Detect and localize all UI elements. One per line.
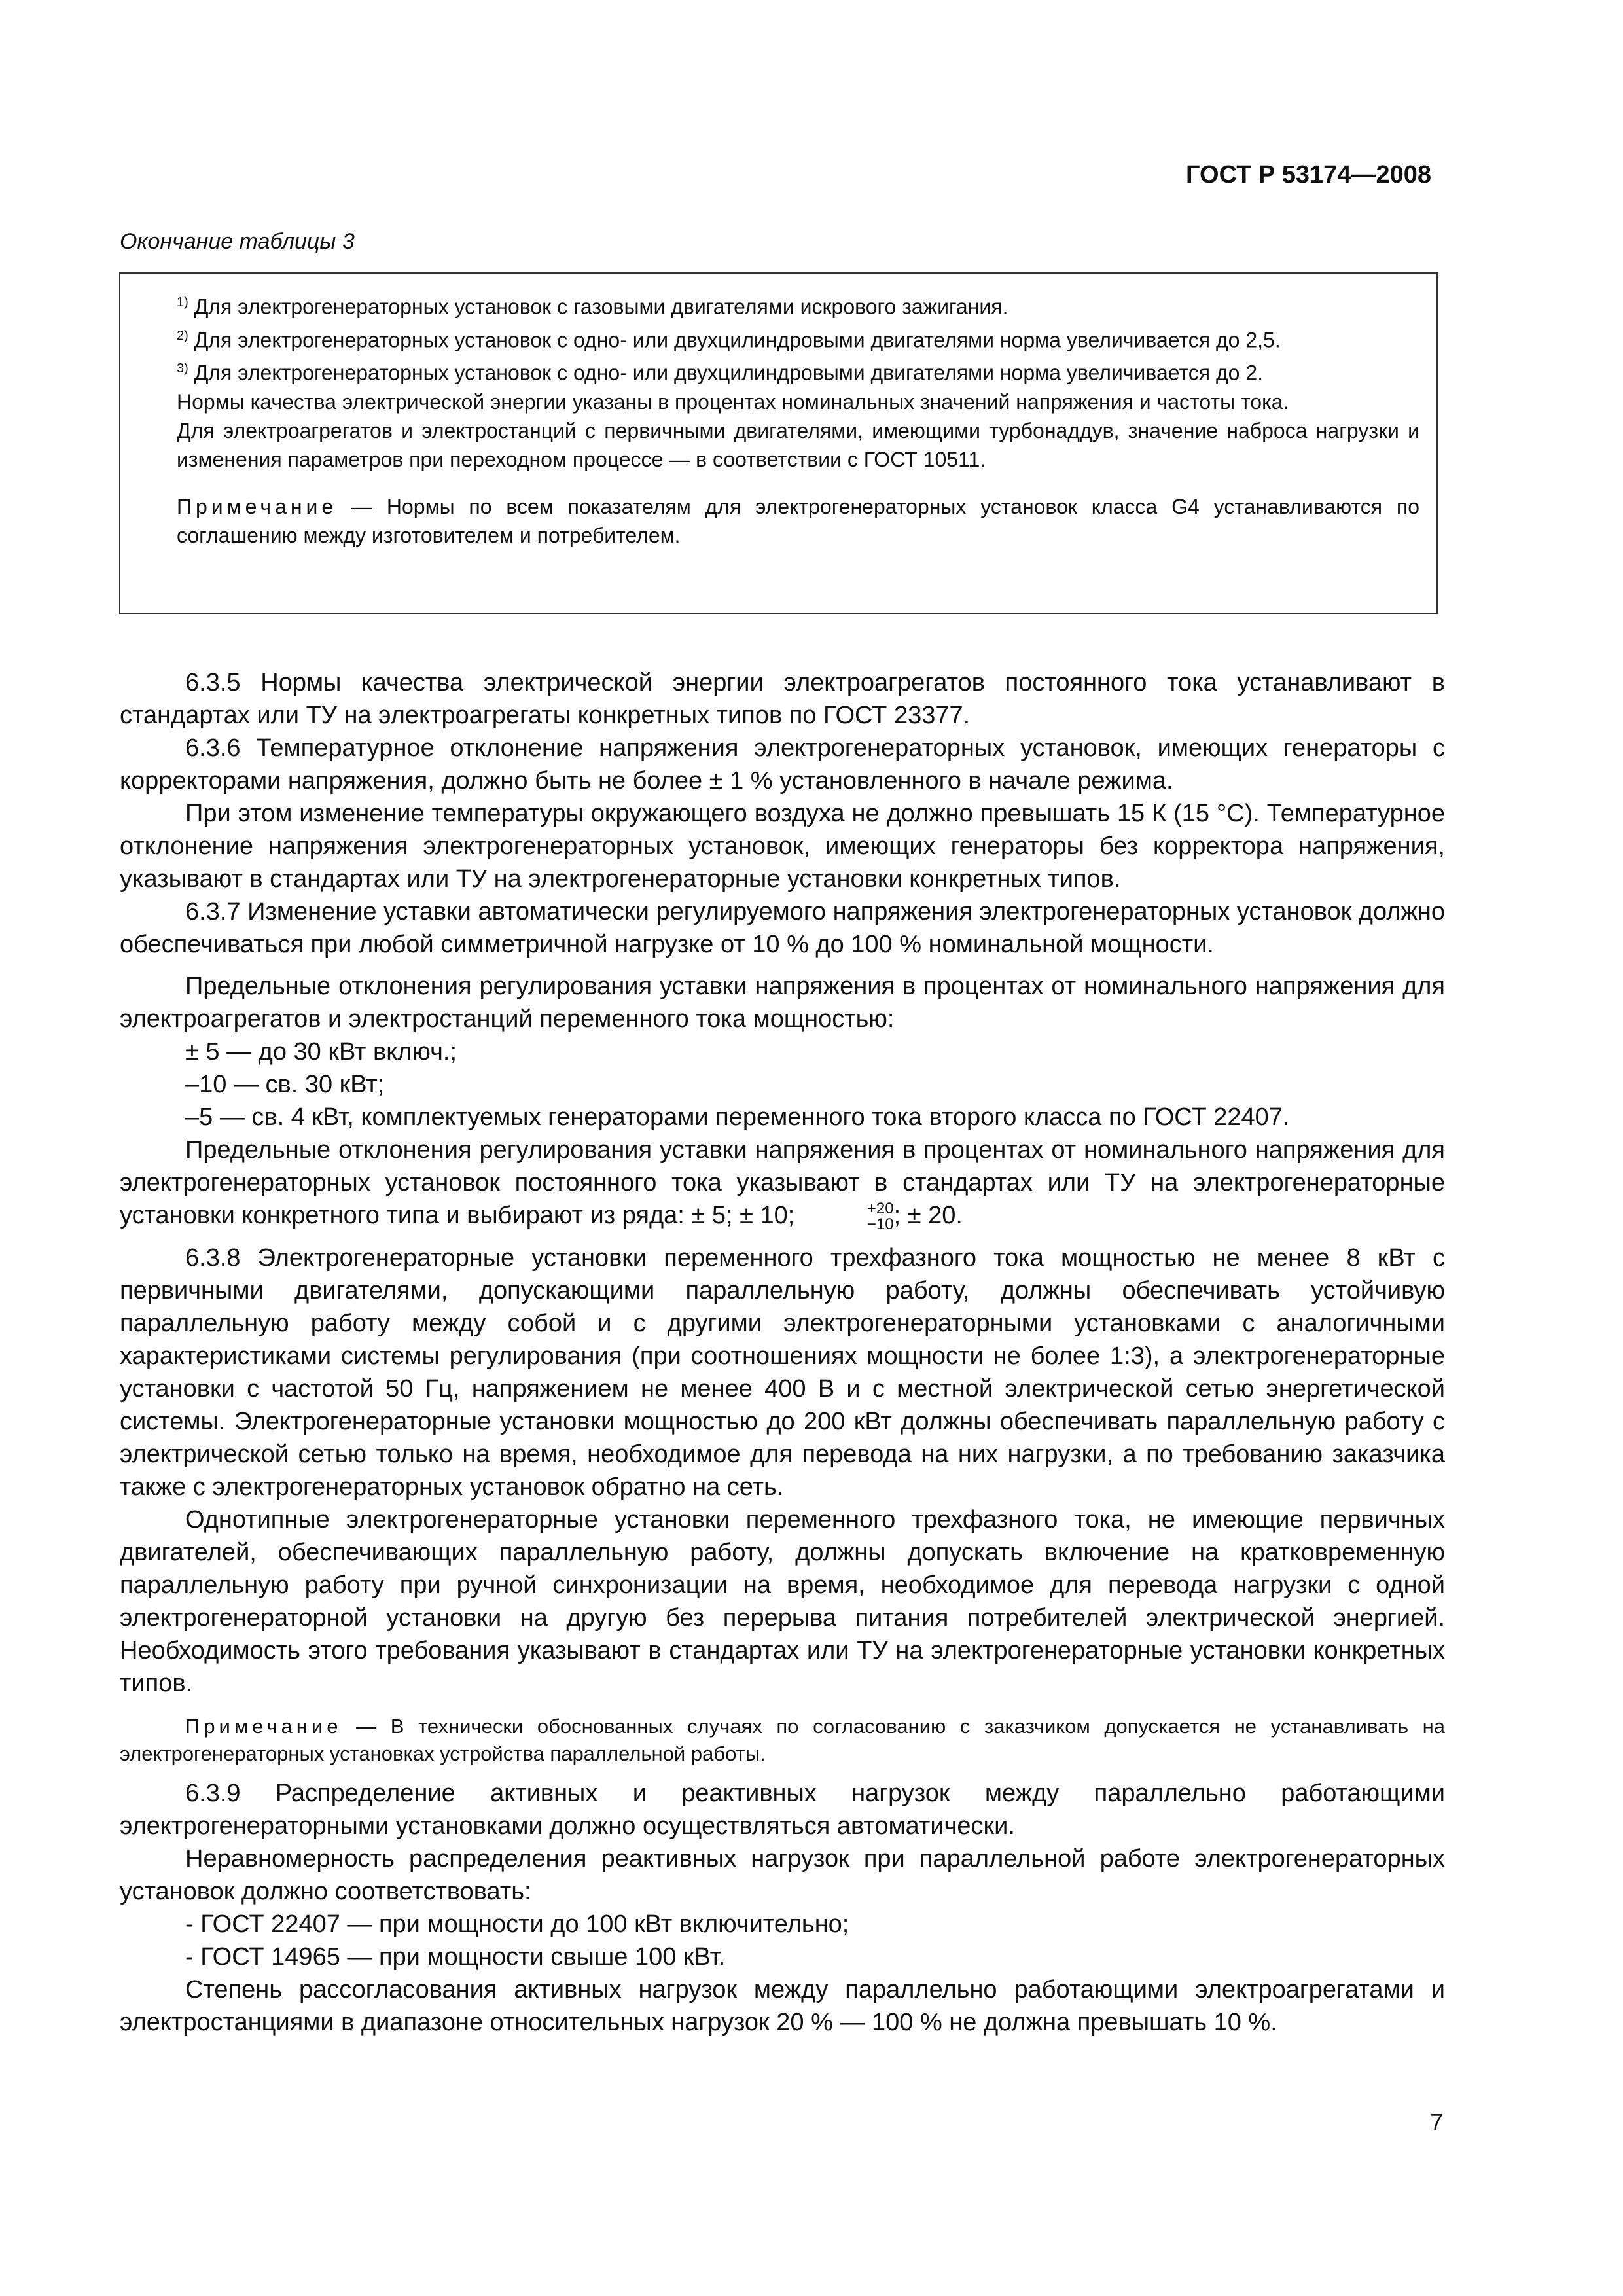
footnote-mark: 3) <box>177 361 188 376</box>
note-label: Примечание <box>177 494 338 518</box>
note-text: — Нормы по всем показателям для электрогенераторных установок класса G4 устанавливаются по соглашению между изготовителем и потребителем. <box>177 494 1419 547</box>
footnote-2 <box>177 321 1419 355</box>
footnote-1 <box>177 288 1419 321</box>
clause-6-3-7-series <box>120 1134 1445 1232</box>
clause-6-3-8: 6.3.8 Электрогенераторные установки переменного трехфазного тока мощностью не менее 8 кВт с первичными двигателями, допускающими параллельную работу, должны обеспечивать устойчивую параллельную работу между собой и с другими электрогенераторными установками с аналогичными характеристиками системы регулирования (при соотношениях мощности не более 1:3), а электрогенераторные установки с частотой 50 Гц, напряжением не менее 400 В и с местной электрической сетью энергетической системы. Электрогенераторные установки мощностью до 200 кВт должны обеспечивать параллельную работу с электрической сетью только на время, необходимое для перевода на них нагрузки, а по требованию заказчика также с электрогенераторных установок обратно на сеть. <box>120 1244 1445 1501</box>
footnote-3 <box>177 354 1419 387</box>
table-note <box>177 492 1419 550</box>
list-item: - ГОСТ 22407 — при мощности до 100 кВт включительно; <box>185 1910 849 1938</box>
series-text: Предельные отклонения регулирования уставки напряжения в процентах от номинального напряжения для электрогенераторных установок постоянного тока указывают в стандартах или ТУ на электрогенераторные установки конкретного типа и выбирают из ряда: ± 5; ± 10; <box>120 1136 1445 1229</box>
clause-6-3-9-final: Степень рассогласования активных нагрузок между параллельно работающими электроагрегатами и электростанциями в диапазоне относительных нагрузок 20 % — 100 % не должна превышать 10 %. <box>120 1975 1445 2036</box>
footnote-text: Для электрогенераторных установок с газовыми двигателями искрового зажигания. <box>194 295 1008 319</box>
footnote-text: Для электрогенераторных установок с одно- или двухцилиндровыми двигателями норма увеличивается до 2. <box>194 361 1264 385</box>
fraction-bottom: −10 <box>866 1215 894 1233</box>
turbo-paragraph: Для электроагрегатов и электростанций с первичными двигателями, имеющими турбонаддув, значение наброса нагрузки и изменения параметров при переходном процессе — в соответствии с ГОСТ 10511. <box>177 418 1419 471</box>
note-text: — В технически обоснованных случаях по согласованию с заказчиком допускается не устанавливать на электрогенераторных установках устройства параллельной работы. <box>120 1714 1445 1765</box>
page-number: 7 <box>1429 2109 1443 2136</box>
clause-6-3-6-paragraph: При этом изменение температуры окружающего воздуха не должно превышать 15 К (15 °С). Температурное отклонение напряжения электрогенераторных установок, имеющих генераторы без корректора напряжения, указывают в стандартах или ТУ на электрогенераторные установки конкретных типов. <box>120 800 1445 893</box>
clause-6-3-9-paragraph: Неравномерность распределения реактивных нагрузок при параллельной работе электрогенераторных установок должно соответствовать: <box>120 1844 1445 1905</box>
list-item: –10 — св. 30 кВт; <box>185 1071 385 1098</box>
list-item: –5 — св. 4 кВт, комплектуемых генераторами переменного тока второго класса по ГОСТ 22407. <box>185 1103 1290 1131</box>
clause-note <box>120 1713 1445 1768</box>
tolerance-fraction <box>802 1201 894 1232</box>
clause-6-3-6: 6.3.6 Температурное отклонение напряжения электрогенераторных установок, имеющих генераторы с корректорами напряжения, должно быть не более ± 1 % установленного в начале режима. <box>120 734 1445 795</box>
main-text <box>120 666 1445 2039</box>
clause-6-3-8-paragraph: Однотипные электрогенераторные установки переменного трехфазного тока, не имеющие первичных двигателей, обеспечивающих параллельную работу, должны допускать включение на кратковременную параллельную работу при ручной синхронизации на время, необходимое для перевода нагрузки с одной электрогенераторной установки на другую без перерыва питания потребителей электрической энергией. Необходимость этого требования указывают в стандартах или ТУ на электрогенераторные установки конкретных типов. <box>120 1505 1445 1697</box>
series-end: ; ± 20. <box>893 1202 963 1229</box>
norms-paragraph: Нормы качества электрической энергии указаны в процентах номинальных значений напряжения и частоты тока. <box>177 389 1289 414</box>
table-caption: Окончание таблицы 3 <box>120 229 355 254</box>
clause-6-3-7-paragraph: Предельные отклонения регулирования уставки напряжения в процентах от номинального напряжения для электроагрегатов и электростанций переменного тока мощностью: <box>120 973 1445 1033</box>
clause-6-3-9: 6.3.9 Распределение активных и реактивных нагрузок между параллельно работающими электрогенераторными установками должно осуществляться автоматически. <box>120 1779 1445 1840</box>
table-notes-box <box>119 272 1438 614</box>
note-label: Примечание <box>185 1714 342 1738</box>
clause-6-3-5: 6.3.5 Нормы качества электрической энергии электроагрегатов постоянного тока устанавливают в стандартах или ТУ на электроагрегаты конкретных типов по ГОСТ 23377. <box>120 669 1445 729</box>
standard-number: ГОСТ Р 53174—2008 <box>1186 161 1431 188</box>
footnote-mark: 2) <box>177 328 188 343</box>
clause-6-3-7: 6.3.7 Изменение уставки автоматически регулируемого напряжения электрогенераторных установок должно обеспечиваться при любой симметричной нагрузке от 10 % до 100 % номинальной мощности. <box>120 898 1445 958</box>
footnote-text: Для электрогенераторных установок с одно- или двухцилиндровыми двигателями норма увеличивается до 2,5. <box>194 328 1281 352</box>
list-item: ± 5 — до 30 кВт включ.; <box>185 1038 457 1066</box>
fraction-top: +20 <box>866 1199 894 1217</box>
list-item: - ГОСТ 14965 — при мощности свыше 100 кВт. <box>185 1943 726 1971</box>
footnote-mark: 1) <box>177 295 188 310</box>
